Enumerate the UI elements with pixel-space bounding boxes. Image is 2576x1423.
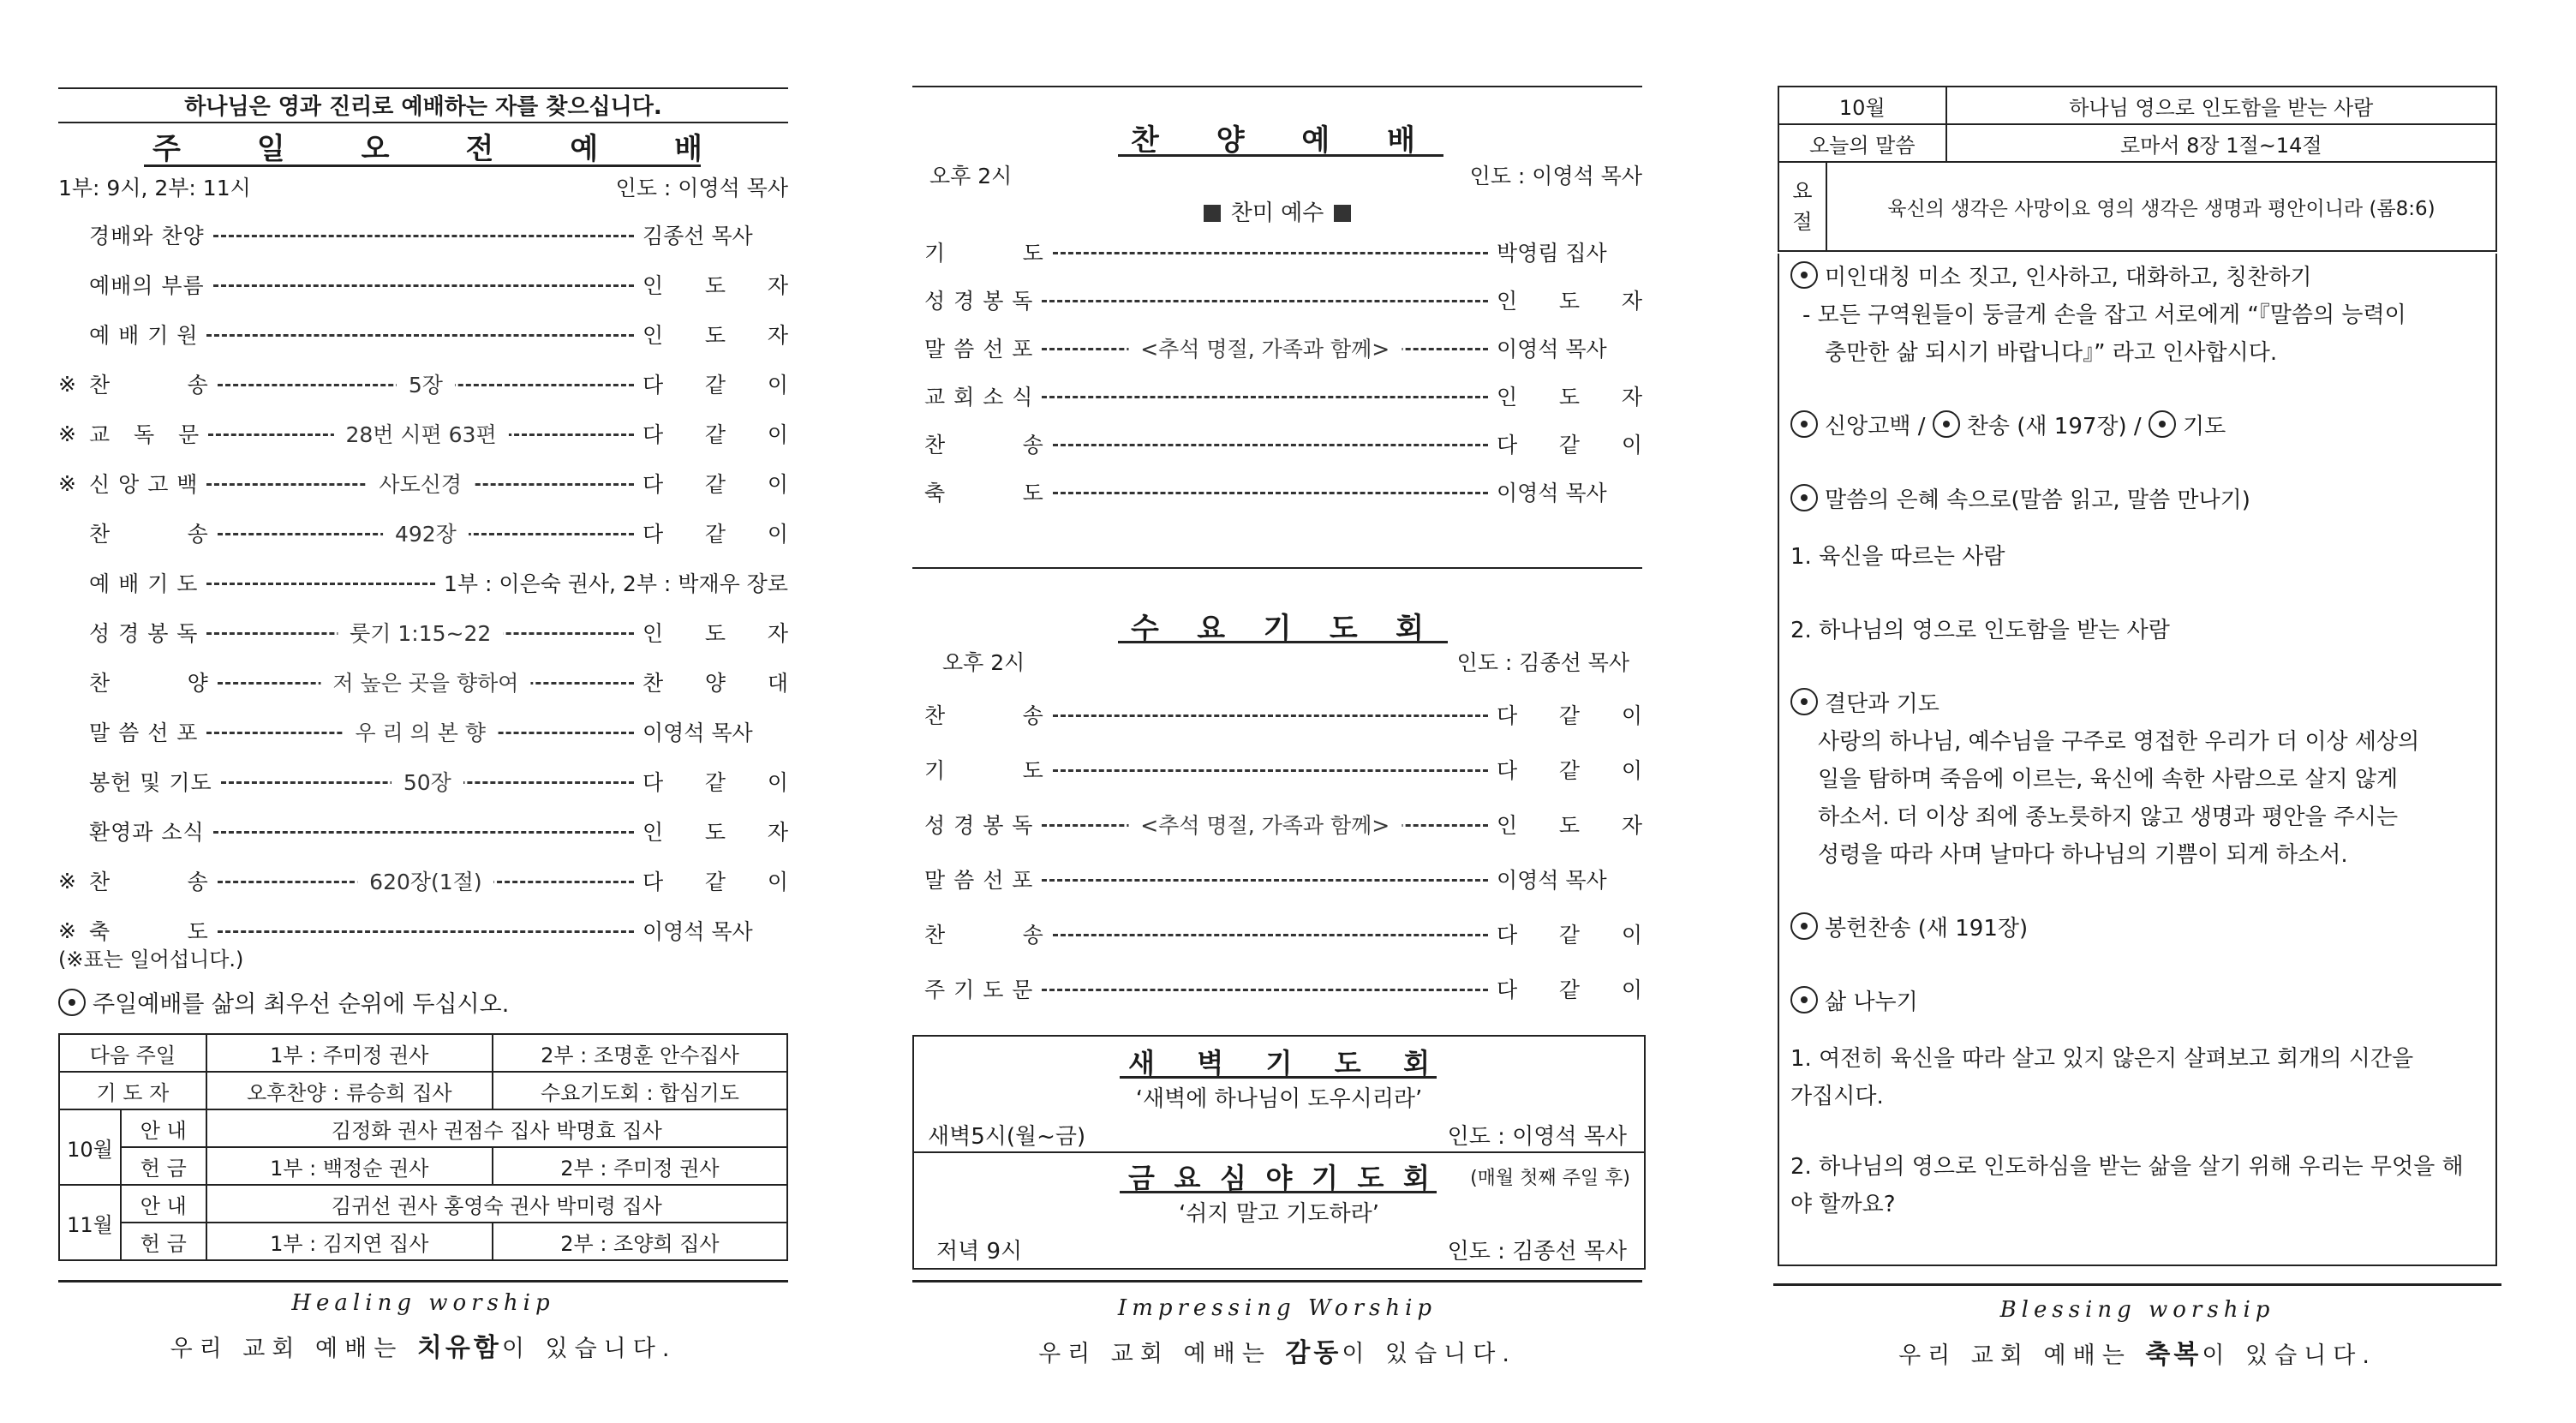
leader-text: 다 bbox=[643, 522, 664, 547]
order-detail: 사도신경 bbox=[367, 468, 474, 499]
praise-time: 오후 2시 bbox=[929, 164, 1013, 188]
dotted-leader bbox=[1042, 331, 1488, 365]
order-leader bbox=[643, 468, 788, 499]
order-item: 교 회 소 식 bbox=[924, 385, 1034, 410]
leader-text: 이영석 목사 bbox=[643, 720, 753, 745]
order-item: 예 배 기 도 bbox=[89, 571, 199, 596]
key-verse-cell: 육신의 생각은 사망이요 영의 생각은 생명과 평안이니라 (롬8:6) bbox=[1826, 162, 2496, 251]
order-item: 말 씀 선 포 bbox=[924, 868, 1034, 893]
order-item: 봉헌 및 기도 bbox=[89, 770, 212, 795]
leader-text: 이 bbox=[767, 522, 788, 547]
divider bbox=[912, 567, 1642, 569]
leader-text: 도 bbox=[704, 273, 726, 298]
dotted-leader bbox=[218, 367, 634, 401]
square-bullet-icon bbox=[1334, 205, 1351, 222]
leader-text: 도 bbox=[1558, 813, 1581, 838]
theme-cell: 하나님 영으로 인도함을 받는 사람 bbox=[1946, 87, 2496, 124]
panel-weekday-worship bbox=[912, 0, 1642, 1423]
dot-circle-icon bbox=[1790, 912, 1818, 940]
leader-text: 다 bbox=[1497, 978, 1518, 1002]
leader-text: 이영석 목사 bbox=[1497, 481, 1607, 505]
month-label: 10월 bbox=[59, 1109, 121, 1185]
order-row bbox=[912, 331, 1642, 365]
sharing-question: 2. 하나님의 영으로 인도하심을 받는 삶을 살기 위해 우리는 무엇을 해 bbox=[1790, 1154, 2464, 1180]
order-leader bbox=[1497, 284, 1642, 315]
friday-leader: 인도 : 김종선 목사 bbox=[1447, 1239, 1627, 1265]
wednesday-leader: 인도 : 김종선 목사 bbox=[1456, 650, 1629, 675]
order-item: 예 배 기 원 bbox=[89, 323, 199, 348]
order-leader bbox=[1497, 332, 1642, 363]
order-item: 성 경 봉 독 bbox=[924, 813, 1034, 838]
order-row bbox=[58, 367, 788, 401]
order-leader bbox=[1497, 236, 1642, 267]
order-leader bbox=[1497, 864, 1642, 894]
cell: 1부 : 백정순 권사 bbox=[206, 1147, 493, 1185]
order-item: 말 씀 선 포 bbox=[89, 720, 199, 745]
divider bbox=[914, 1151, 1644, 1153]
order-leader bbox=[1497, 476, 1642, 507]
greeting-line: - 모든 구역원들이 둥글게 손을 잡고 서로에게 “『말씀의 능력이 bbox=[1802, 302, 2406, 328]
order-item: 신 앙 고 백 bbox=[89, 472, 199, 497]
order-row bbox=[912, 972, 1642, 1006]
leader-text: 인 bbox=[643, 273, 664, 298]
order-detail: 620장(1절) bbox=[357, 865, 493, 896]
order-detail: 28번 시편 63편 bbox=[334, 418, 509, 449]
prayer-line: 사랑의 하나님, 예수님을 구주로 영접한 우리가 더 이상 세상의 bbox=[1818, 729, 2420, 755]
footer-text: 우리 교회 예배는 축복이 있습니다. bbox=[1898, 1340, 2376, 1370]
title-underline bbox=[1120, 1191, 1437, 1193]
cell: 안 내 bbox=[121, 1185, 206, 1223]
order-leader bbox=[643, 617, 788, 648]
standing-mark: ※ bbox=[58, 421, 76, 446]
friday-note: (매월 첫째 주일 후) bbox=[1470, 1168, 1630, 1189]
cell: 헌 금 bbox=[121, 1147, 206, 1185]
prayer-label: 기 도 자 bbox=[59, 1072, 206, 1109]
leader-text: 이영석 목사 bbox=[1497, 868, 1607, 893]
order-leader bbox=[1497, 918, 1642, 949]
order-leader bbox=[643, 716, 788, 747]
order-item: 교 독 문 bbox=[89, 422, 200, 447]
leader-text: 대 bbox=[767, 671, 788, 696]
leader-text: 도 bbox=[1558, 289, 1581, 314]
leader-text: 같 bbox=[1558, 758, 1581, 783]
footer-text: 우리 교회 예배는 치유함이 있습니다. bbox=[170, 1333, 677, 1363]
leader-text: 인 bbox=[643, 820, 664, 845]
sharing-question: 가집시다. bbox=[1790, 1084, 1884, 1109]
divider bbox=[1773, 1283, 2501, 1286]
dotted-leader bbox=[206, 466, 634, 500]
order-item: 예배의 부름 bbox=[89, 273, 205, 298]
panel-cell-group bbox=[1773, 0, 2501, 1423]
order-row bbox=[58, 764, 788, 798]
leader-text: 도 bbox=[704, 820, 726, 845]
dawn-title: 새 벽 기 도 회 bbox=[1128, 1047, 1430, 1079]
order-item: 성 경 봉 독 bbox=[89, 621, 199, 646]
order-item: 축 도 bbox=[89, 919, 209, 944]
leader-text: 인 bbox=[1497, 813, 1518, 838]
order-detail: 492장 bbox=[383, 517, 469, 548]
order-row bbox=[912, 427, 1642, 461]
leader-text: 도 bbox=[704, 621, 726, 646]
section-sharing-head: 삶 나누기 bbox=[1790, 984, 2484, 1021]
leader-text: 인 bbox=[643, 323, 664, 348]
dotted-leader bbox=[218, 864, 634, 898]
greeting-line: 충만한 삶 되시기 바랍니다』” 라고 인사합시다. bbox=[1825, 340, 2278, 366]
title-underline bbox=[1118, 641, 1448, 643]
leader-text: 같 bbox=[704, 422, 726, 447]
dawn-time: 새벽5시(월~금) bbox=[928, 1124, 1086, 1150]
order-item: 찬 양 bbox=[89, 671, 209, 696]
prayer-line: 하소서. 더 이상 죄에 종노릇하지 않고 생명과 평안을 주시는 bbox=[1818, 804, 2399, 830]
cell: 오후찬양 : 류승희 집사 bbox=[206, 1072, 493, 1109]
prayer-line: 성령을 따라 사며 날마다 하나님의 기쁨이 되게 하소서. bbox=[1818, 842, 2348, 868]
dot-circle-icon bbox=[1790, 261, 1818, 289]
order-leader bbox=[1497, 809, 1642, 840]
banner: 하나님은 영과 진리로 예배하는 자를 찾으십니다. bbox=[184, 94, 662, 120]
dotted-leader bbox=[213, 814, 634, 848]
title-underline bbox=[144, 164, 701, 167]
leader-text: 이 bbox=[1621, 758, 1642, 783]
dotted-leader bbox=[1053, 917, 1488, 951]
dot-circle-icon bbox=[58, 989, 86, 1016]
sharing-question: 야 할까요? bbox=[1790, 1192, 1896, 1217]
order-item: 찬 송 bbox=[924, 433, 1044, 457]
dotted-leader bbox=[206, 714, 634, 749]
dotted-leader bbox=[206, 317, 634, 351]
friday-title: 금 요 심 야 기 도 회 bbox=[1128, 1162, 1430, 1194]
order-row bbox=[912, 379, 1642, 413]
leader-text: 같 bbox=[704, 373, 726, 398]
order-row bbox=[58, 466, 788, 500]
prayer-line: 일을 탐하며 죽음에 이르는, 육신에 속한 사람으로 살지 않게 bbox=[1818, 767, 2399, 792]
duty-table bbox=[58, 1033, 788, 1261]
word-ref-cell: 로마서 8장 1절~14절 bbox=[1946, 124, 2496, 162]
order-detail: 우 리 의 본 향 bbox=[343, 716, 498, 747]
cell: 2부 : 조양희 집사 bbox=[493, 1223, 787, 1260]
dotted-leader bbox=[218, 913, 634, 948]
leader-text: 다 bbox=[1497, 758, 1518, 783]
order-item: 주 기 도 문 bbox=[924, 978, 1034, 1002]
leader-text: 자 bbox=[1621, 289, 1642, 314]
dotted-leader bbox=[208, 416, 634, 451]
leader-text: 인 bbox=[643, 621, 664, 646]
leader-text: 이 bbox=[1621, 978, 1642, 1002]
month-cell: 10월 bbox=[1778, 87, 1946, 124]
cell: 1부 : 주미정 권사 bbox=[206, 1034, 493, 1072]
leader-text: 다 bbox=[643, 422, 664, 447]
order-leader bbox=[1497, 428, 1642, 459]
order-row bbox=[912, 917, 1642, 951]
dotted-leader bbox=[218, 665, 634, 699]
dot-circle-icon bbox=[1933, 410, 1960, 438]
leader-text: 양 bbox=[704, 671, 726, 696]
order-detail: <추석 명절, 가족과 함께> bbox=[1128, 809, 1402, 840]
sunday-title: 주 일 오 전 예 배 bbox=[152, 132, 702, 166]
order-row bbox=[58, 267, 788, 302]
order-item: 경배와 찬양 bbox=[89, 224, 205, 248]
leader-text: 인 bbox=[1497, 385, 1518, 410]
leader-text: 찬 bbox=[643, 671, 664, 696]
order-detail: 저 높은 곳을 향하여 bbox=[320, 667, 530, 697]
divider bbox=[58, 1280, 788, 1282]
order-leader bbox=[643, 517, 788, 548]
praise-title: 찬 양 예 배 bbox=[1131, 123, 1415, 158]
title-underline bbox=[1120, 1076, 1437, 1079]
dotted-leader bbox=[1042, 807, 1488, 841]
leader-text: 이 bbox=[1621, 433, 1642, 457]
section-word-head: 말씀의 은혜 속으로(말씀 읽고, 말씀 만나기) bbox=[1790, 481, 2484, 519]
order-row bbox=[58, 814, 788, 848]
header-table bbox=[1778, 86, 2497, 252]
order-row bbox=[58, 864, 788, 898]
dotted-leader bbox=[1053, 475, 1488, 509]
priority-line: 주일예배를 삶의 최우선 순위에 두십시오. bbox=[58, 985, 509, 1019]
footer-title: Healing worship bbox=[291, 1290, 555, 1316]
leader-text: 다 bbox=[1497, 433, 1518, 457]
dot-circle-icon bbox=[1790, 410, 1818, 438]
song-line: 찬미 예수 bbox=[912, 195, 1642, 227]
leader-text: 이 bbox=[767, 422, 788, 447]
word-point: 1. 육신을 따르는 사람 bbox=[1790, 544, 2005, 570]
section-offering-hymn: 봉헌찬송 (새 191장) bbox=[1790, 910, 2484, 948]
order-item: 환영과 소식 bbox=[89, 820, 205, 845]
order-item: 축 도 bbox=[924, 481, 1044, 505]
dot-circle-icon bbox=[1790, 986, 1818, 1013]
leader-text: 같 bbox=[704, 870, 726, 894]
order-leader bbox=[1497, 380, 1642, 411]
leader-text: 이 bbox=[767, 472, 788, 497]
leader-text: 자 bbox=[767, 273, 788, 298]
cell: 2부 : 조명훈 안수집사 bbox=[493, 1034, 787, 1072]
order-leader bbox=[643, 865, 788, 896]
wednesday-time: 오후 2시 bbox=[942, 650, 1025, 675]
sharing-question: 1. 여전히 육신을 따라 살고 있지 않은지 살펴보고 회개의 시간을 bbox=[1790, 1046, 2414, 1072]
leader-text: 다 bbox=[643, 472, 664, 497]
dotted-leader bbox=[221, 764, 634, 798]
leader-text: 같 bbox=[1558, 703, 1581, 728]
dot-circle-icon bbox=[2149, 410, 2176, 438]
next-week-label: 다음 주일 bbox=[59, 1034, 206, 1072]
cell: 안 내 bbox=[121, 1109, 206, 1147]
order-detail: 50장 bbox=[391, 766, 463, 797]
leader-text: 같 bbox=[1558, 978, 1581, 1002]
order-item: 찬 송 bbox=[924, 923, 1044, 948]
panel-sunday-worship bbox=[58, 0, 788, 1423]
leader-text: 같 bbox=[704, 472, 726, 497]
leader-text: 같 bbox=[1558, 923, 1581, 948]
dotted-leader bbox=[1042, 972, 1488, 1006]
service-times: 1부: 9시, 2부: 11시 bbox=[58, 176, 251, 200]
dotted-leader bbox=[206, 615, 634, 649]
order-leader bbox=[643, 219, 788, 250]
leader: 인도 : 이영석 목사 bbox=[615, 176, 788, 200]
dotted-leader bbox=[213, 218, 634, 252]
section-prayer-head: 결단과 기도 bbox=[1790, 685, 2484, 723]
order-detail: 5장 bbox=[397, 368, 455, 399]
order-leader: 1부 : 이은숙 권사, 2부 : 박재우 장로 bbox=[443, 571, 788, 596]
praise-leader: 인도 : 이영석 목사 bbox=[1469, 164, 1642, 188]
order-item: 찬 송 bbox=[89, 870, 209, 894]
dotted-leader bbox=[1042, 862, 1488, 896]
order-leader bbox=[1497, 754, 1642, 785]
leader-text: 자 bbox=[767, 820, 788, 845]
leader-text: 이영석 목사 bbox=[1497, 337, 1607, 362]
order-leader bbox=[1497, 973, 1642, 1004]
square-bullet-icon bbox=[1204, 205, 1221, 222]
word-point: 2. 하나님의 영으로 인도함을 받는 사람 bbox=[1790, 618, 2170, 643]
order-item: 성 경 봉 독 bbox=[924, 289, 1034, 314]
leader-text: 인 bbox=[1497, 289, 1518, 314]
cell: 헌 금 bbox=[121, 1223, 206, 1260]
leader-text: 이 bbox=[1621, 703, 1642, 728]
divider bbox=[912, 1280, 1642, 1282]
leader-text: 다 bbox=[643, 870, 664, 894]
dotted-leader bbox=[1042, 379, 1488, 413]
dawn-subtitle: ‘새벽에 하나님이 도우시리라’ bbox=[1135, 1086, 1423, 1112]
leader-text: 같 bbox=[704, 770, 726, 795]
order-detail: <추석 명절, 가족과 함께> bbox=[1128, 332, 1402, 363]
dotted-leader bbox=[1053, 235, 1488, 269]
key-verse-label: 요 절 bbox=[1778, 162, 1826, 251]
order-item: 기 도 bbox=[924, 241, 1044, 266]
standing-mark: ※ bbox=[58, 918, 76, 943]
order-row bbox=[912, 283, 1642, 317]
leader-text: 다 bbox=[643, 373, 664, 398]
dotted-leader bbox=[1053, 752, 1488, 786]
order-item: 찬 송 bbox=[89, 373, 209, 398]
order-leader bbox=[643, 418, 788, 449]
leader-text: 이 bbox=[767, 770, 788, 795]
order-row bbox=[58, 218, 788, 252]
leader-text: 이영석 목사 bbox=[643, 919, 753, 944]
leader-text: 같 bbox=[704, 522, 726, 547]
cell: 김귀선 권사 홍영숙 권사 박미령 집사 bbox=[206, 1185, 787, 1223]
leader-text: 자 bbox=[1621, 385, 1642, 410]
order-leader bbox=[643, 915, 788, 946]
leader-text: 다 bbox=[1497, 923, 1518, 948]
dawn-leader: 인도 : 이영석 목사 bbox=[1447, 1124, 1627, 1150]
order-leader bbox=[643, 368, 788, 399]
dotted-leader bbox=[1042, 283, 1488, 317]
dotted-leader bbox=[213, 267, 634, 302]
friday-time: 저녁 9시 bbox=[936, 1239, 1023, 1265]
wednesday-title: 수 요 기 도 회 bbox=[1131, 612, 1424, 646]
word-label-cell: 오늘의 말씀 bbox=[1778, 124, 1946, 162]
order-leader bbox=[643, 816, 788, 846]
dot-circle-icon bbox=[1790, 688, 1818, 715]
order-leader bbox=[643, 766, 788, 797]
order-row bbox=[912, 697, 1642, 732]
order-row bbox=[58, 714, 788, 749]
order-detail: 룻기 1:15~22 bbox=[338, 617, 503, 648]
order-row bbox=[912, 475, 1642, 509]
divider bbox=[58, 122, 788, 123]
section-confession: 신앙고백 / 찬송 (새 197장) / 기도 bbox=[1790, 408, 2484, 445]
order-item: 찬 송 bbox=[89, 522, 209, 547]
footer-title: Impressing Worship bbox=[1117, 1295, 1437, 1321]
order-row bbox=[58, 615, 788, 649]
standing-mark: ※ bbox=[58, 371, 76, 397]
order-row bbox=[912, 235, 1642, 269]
section-greeting-head: 미인대칭 미소 짓고, 인사하고, 대화하고, 칭찬하기 bbox=[1790, 259, 2484, 296]
order-row bbox=[58, 565, 788, 600]
order-row bbox=[58, 317, 788, 351]
leader-text: 이 bbox=[767, 373, 788, 398]
leader-text: 자 bbox=[767, 621, 788, 646]
prayer-meetings-box bbox=[912, 1035, 1646, 1270]
cell: 2부 : 주미정 권사 bbox=[493, 1147, 787, 1185]
leader-text: 다 bbox=[643, 770, 664, 795]
leader-text: 자 bbox=[1621, 813, 1642, 838]
cell: 1부 : 김지연 집사 bbox=[206, 1223, 493, 1260]
cell: 수요기도회 : 합심기도 bbox=[493, 1072, 787, 1109]
leader-text: 김종선 목사 bbox=[643, 224, 753, 248]
divider bbox=[912, 86, 1642, 87]
leader-text: 다 bbox=[1497, 703, 1518, 728]
order-row bbox=[912, 752, 1642, 786]
order-row bbox=[912, 862, 1642, 896]
order-row bbox=[58, 516, 788, 550]
footer-text: 우리 교회 예배는 감동이 있습니다. bbox=[1038, 1338, 1516, 1368]
order-item: 말 씀 선 포 bbox=[924, 337, 1034, 362]
order-row bbox=[912, 807, 1642, 841]
dot-circle-icon bbox=[1790, 484, 1818, 511]
order-item: 찬 송 bbox=[924, 703, 1044, 728]
standing-mark: ※ bbox=[58, 470, 76, 496]
order-row bbox=[58, 416, 788, 451]
leader-text: 박영림 집사 bbox=[1497, 241, 1607, 266]
leader-text: 이 bbox=[767, 870, 788, 894]
footer-title: Blessing worship bbox=[1999, 1297, 2275, 1323]
dotted-leader bbox=[218, 516, 634, 550]
leader-text: 자 bbox=[767, 323, 788, 348]
order-leader bbox=[643, 319, 788, 350]
leader-text: 도 bbox=[1558, 385, 1581, 410]
leader-text: 같 bbox=[1558, 433, 1581, 457]
title-underline bbox=[1118, 154, 1443, 157]
standing-note: (※표는 일어섭니다.) bbox=[58, 948, 244, 972]
order-leader bbox=[643, 269, 788, 300]
order-leader bbox=[1497, 699, 1642, 730]
dotted-leader bbox=[1053, 427, 1488, 461]
dotted-leader bbox=[206, 565, 435, 600]
standing-mark: ※ bbox=[58, 868, 76, 894]
month-label: 11월 bbox=[59, 1185, 121, 1260]
order-item: 기 도 bbox=[924, 758, 1044, 783]
leader-text: 이 bbox=[1621, 923, 1642, 948]
order-row bbox=[58, 665, 788, 699]
dotted-leader bbox=[1053, 697, 1488, 732]
friday-subtitle: ‘쉬지 말고 기도하라’ bbox=[1179, 1201, 1379, 1227]
order-leader bbox=[643, 667, 788, 697]
leader-text: 도 bbox=[704, 323, 726, 348]
cell: 김정화 권사 권점수 집사 박명효 집사 bbox=[206, 1109, 787, 1147]
